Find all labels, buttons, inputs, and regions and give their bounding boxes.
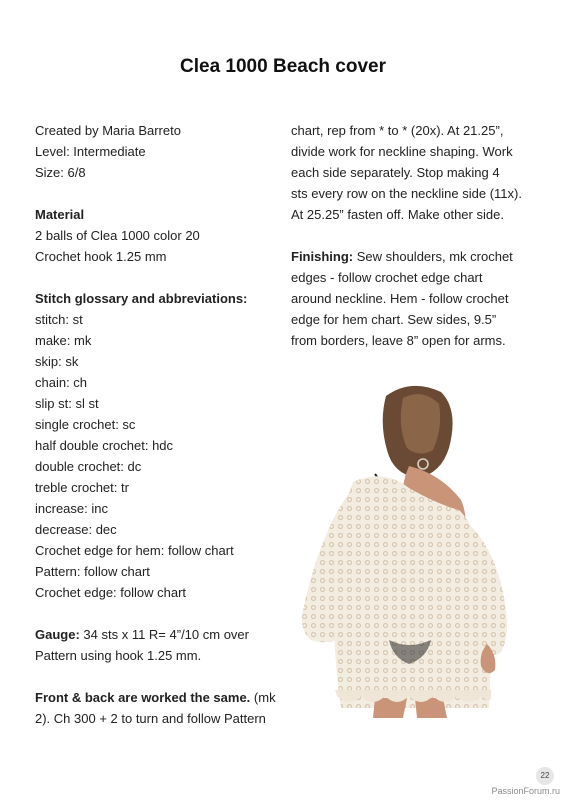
glossary-item: make: mk bbox=[35, 333, 92, 348]
glossary-item: increase: inc bbox=[35, 501, 108, 516]
glossary-item: Crochet edge: follow chart bbox=[35, 585, 187, 600]
instructions-line: chart, rep from * to * (20x). At 21.25”, bbox=[291, 123, 504, 138]
glossary-item: decrease: dec bbox=[35, 522, 117, 537]
right-column bbox=[291, 120, 536, 351]
model-photo bbox=[291, 378, 531, 718]
size-line: Size: 6/8 bbox=[35, 165, 86, 180]
glossary-item: double crochet: dc bbox=[35, 459, 142, 474]
watermark: PassionForum.ru bbox=[491, 786, 560, 796]
instructions-line: sts every row on the neckline side (11x). bbox=[291, 186, 522, 201]
material-heading: Material bbox=[35, 207, 85, 222]
front-back-line: 2). Ch 300 + 2 to turn and follow Pattern bbox=[35, 711, 266, 726]
finishing-line: from borders, leave 8” open for arms. bbox=[291, 333, 506, 348]
page-number: 22 bbox=[536, 767, 554, 785]
glossary-item: treble crochet: tr bbox=[35, 480, 129, 495]
instructions-line: At 25.25” fasten off. Make other side. bbox=[291, 207, 504, 222]
gauge-paragraph bbox=[35, 624, 280, 645]
left-column bbox=[35, 120, 280, 729]
finishing-line: edge for hem chart. Sew sides, 9.5” bbox=[291, 312, 497, 327]
model-illustration bbox=[291, 378, 531, 718]
author-line: Created by Maria Barreto bbox=[35, 123, 181, 138]
material-line: 2 balls of Clea 1000 color 20 bbox=[35, 228, 200, 243]
finishing-text: Sew shoulders, mk crochet bbox=[353, 249, 513, 264]
front-back-label: Front & back are worked the same. bbox=[35, 690, 251, 705]
finishing-line: around neckline. Hem - follow crochet bbox=[291, 291, 509, 306]
instructions-line: each side separately. Stop making 4 bbox=[291, 165, 500, 180]
glossary-item: chain: ch bbox=[35, 375, 88, 390]
glossary-item: single crochet: sc bbox=[35, 417, 136, 432]
glossary-item: Pattern: follow chart bbox=[35, 564, 150, 579]
instructions-line: divide work for neckline shaping. Work bbox=[291, 144, 513, 159]
level-line: Level: Intermediate bbox=[35, 144, 146, 159]
front-back-paragraph bbox=[35, 687, 280, 708]
gauge-label: Gauge: bbox=[35, 627, 80, 642]
finishing-paragraph bbox=[291, 246, 536, 267]
glossary-item: slip st: sl st bbox=[35, 396, 99, 411]
glossary-heading: Stitch glossary and abbreviations: bbox=[35, 291, 248, 306]
material-line: Crochet hook 1.25 mm bbox=[35, 249, 167, 264]
finishing-label: Finishing: bbox=[291, 249, 354, 264]
glossary-item: skip: sk bbox=[35, 354, 79, 369]
front-back-text: (mk bbox=[250, 690, 276, 705]
gauge-text: 34 sts x 11 R= 4”/10 cm over bbox=[79, 627, 249, 642]
finishing-line: edges - follow crochet edge chart bbox=[291, 270, 483, 285]
gauge-line: Pattern using hook 1.25 mm. bbox=[35, 648, 202, 663]
page-title: Clea 1000 Beach cover bbox=[180, 56, 386, 77]
glossary-item: Crochet edge for hem: follow chart bbox=[35, 543, 234, 558]
glossary-item: half double crochet: hdc bbox=[35, 438, 174, 453]
glossary-item: stitch: st bbox=[35, 312, 83, 327]
